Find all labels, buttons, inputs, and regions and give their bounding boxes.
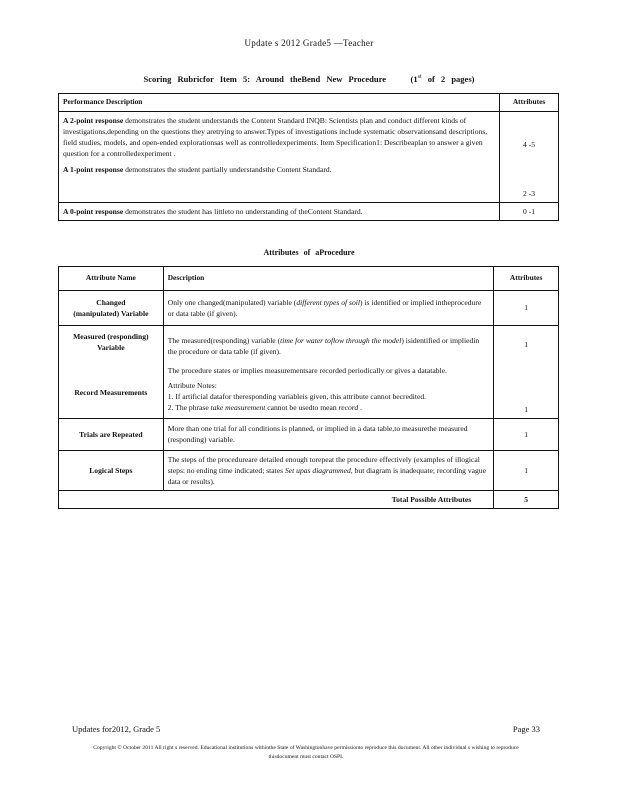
record-note-2a: 2. The phrase [167, 402, 211, 412]
rubric-page-sup: st [417, 74, 422, 81]
measured-desc-3: ) isidentified or impliedin the procedure or data table (if given). [167, 335, 480, 356]
scoring-rubric-table [58, 93, 559, 221]
attributes-table [58, 266, 559, 509]
performance-description-header: Performance Description [59, 94, 500, 112]
changed-variable-desc [163, 290, 494, 325]
logical-desc-1: The steps of the procedureare detailed enough torepeat the procedure effectively (examples of illogical steps: no ending time indicated; states [167, 454, 480, 475]
rubric-title [0, 74, 618, 84]
rubric-label-2point: A 2-point response [63, 115, 124, 125]
logical-desc-3: but diagram is inadequate; recording vague data or results). [167, 465, 486, 486]
rubric-page-prefix: (1 [410, 74, 418, 84]
rubric-attr-2-1 [500, 111, 559, 202]
page-footer [72, 724, 540, 734]
rubric-text-0point: demonstrates the student has littleto no understanding of theContent Standard. [123, 206, 363, 216]
rubric-label-1point: A 1-point response [63, 164, 124, 174]
trials-repeated-name: Trials are Repeated [59, 418, 164, 450]
measured-variable-name: Measured (responding) Variable [73, 331, 149, 352]
changed-desc-3: ) is identified or implied intheprocedure or data table (if given). [167, 297, 482, 318]
rubric-row-2point [63, 115, 495, 159]
trials-repeated-desc: More than one trial for all conditions is planned, or implied in a data table,to measurethe measured (responding) variable. [163, 418, 494, 450]
total-value: 5 [494, 490, 559, 508]
attribute-name-header: Attribute Name [59, 267, 164, 291]
changed-variable-name: Changed (manipulated) Variable [59, 290, 164, 325]
rubric-row-1point [63, 164, 495, 175]
record-note-2c: cannot be usedto mean [265, 402, 339, 412]
copyright-notice: Copyright © October 2011 All right s reserved. Educational institutions withinthe State of Washingtonhave permissionto reproduce this document. All other individual s wishing to reproduce thisdocument must contact OSPI. [93, 745, 519, 760]
record-note-2 [168, 402, 490, 413]
rubric-title-text: Scoring Rubricfor Item 5: Around theBend New Procedure [143, 74, 386, 84]
rubric-attributes-header: Attributes [500, 94, 559, 112]
logical-desc-2: Set upas diagrammed, [284, 465, 353, 475]
rubric-text-2point: demonstrates the student understands the Content Standard INQB: Scientists plan and conduct different kinds of investigations,depending on the questions they aretrying to answer.Types of investigations include systematic observationsand descriptions, field studies, models, and open-ended explorationsas well as controlledexperiments. Item Specification1: Describeaplan to answer a given question for a controlledexperiment . [63, 115, 488, 158]
footer-page-number: Page 33 [512, 724, 540, 734]
record-measurements-name: Record Measurements [74, 387, 148, 397]
record-measurements-attr: 1 [524, 404, 528, 414]
rubric-attr-0point: 0 -1 [500, 202, 559, 220]
trials-repeated-attr: 1 [494, 418, 559, 450]
rubric-attr-2point: 4 -5 [523, 139, 536, 149]
attributes-header: Attributes [494, 267, 559, 291]
record-note-2b: take measurement [210, 402, 266, 412]
rubric-row-0point [59, 202, 500, 220]
page-header: Update s 2012 Grade5 —Teacher [244, 38, 374, 48]
measured-desc-2: time for water toflow through the model [280, 335, 402, 345]
measured-record-attrs [494, 325, 559, 418]
rubric-rows-2-1 [59, 111, 500, 202]
logical-steps-desc [163, 450, 494, 490]
changed-variable-attr: 1 [494, 290, 559, 325]
measured-record-desc [163, 325, 494, 418]
record-note-2e: . [358, 402, 363, 412]
rubric-page-suffix: of 2 pages) [421, 74, 475, 84]
logical-steps-attr: 1 [494, 450, 559, 490]
description-header: Description [163, 267, 494, 291]
rubric-text-1point: demonstrates the student partially understandsthe Content Standard. [123, 164, 332, 174]
rubric-label-0point: A 0-point response [63, 206, 124, 216]
rubric-attr-1point: 2 -3 [523, 188, 536, 198]
attributes-title: Attributes of aProcedure [263, 248, 355, 257]
logical-steps-name: Logical Steps [59, 450, 164, 490]
total-label: Total Possible Attributes [59, 490, 494, 508]
record-desc: The procedure states or implies measurementsare recorded periodically or gives a datatable. [167, 365, 447, 375]
changed-desc-1: Only one changed(manipulated) variable ( [167, 297, 297, 307]
changed-desc-2: different types of soil [296, 297, 360, 307]
measured-variable-desc [168, 329, 490, 357]
footer-left: Updates for2012, Grade 5 [72, 724, 161, 734]
measured-desc-1: The measured(responding) variable ( [167, 335, 281, 345]
record-notes-title: Attribute Notes: [167, 380, 217, 390]
measured-record-names [59, 325, 164, 418]
measured-variable-attr: 1 [524, 339, 528, 349]
record-note-1: 1. If artificial datafor theresponding variableis given, this attribute cannot becredited. [167, 391, 427, 401]
record-note-2d: record [338, 402, 359, 412]
